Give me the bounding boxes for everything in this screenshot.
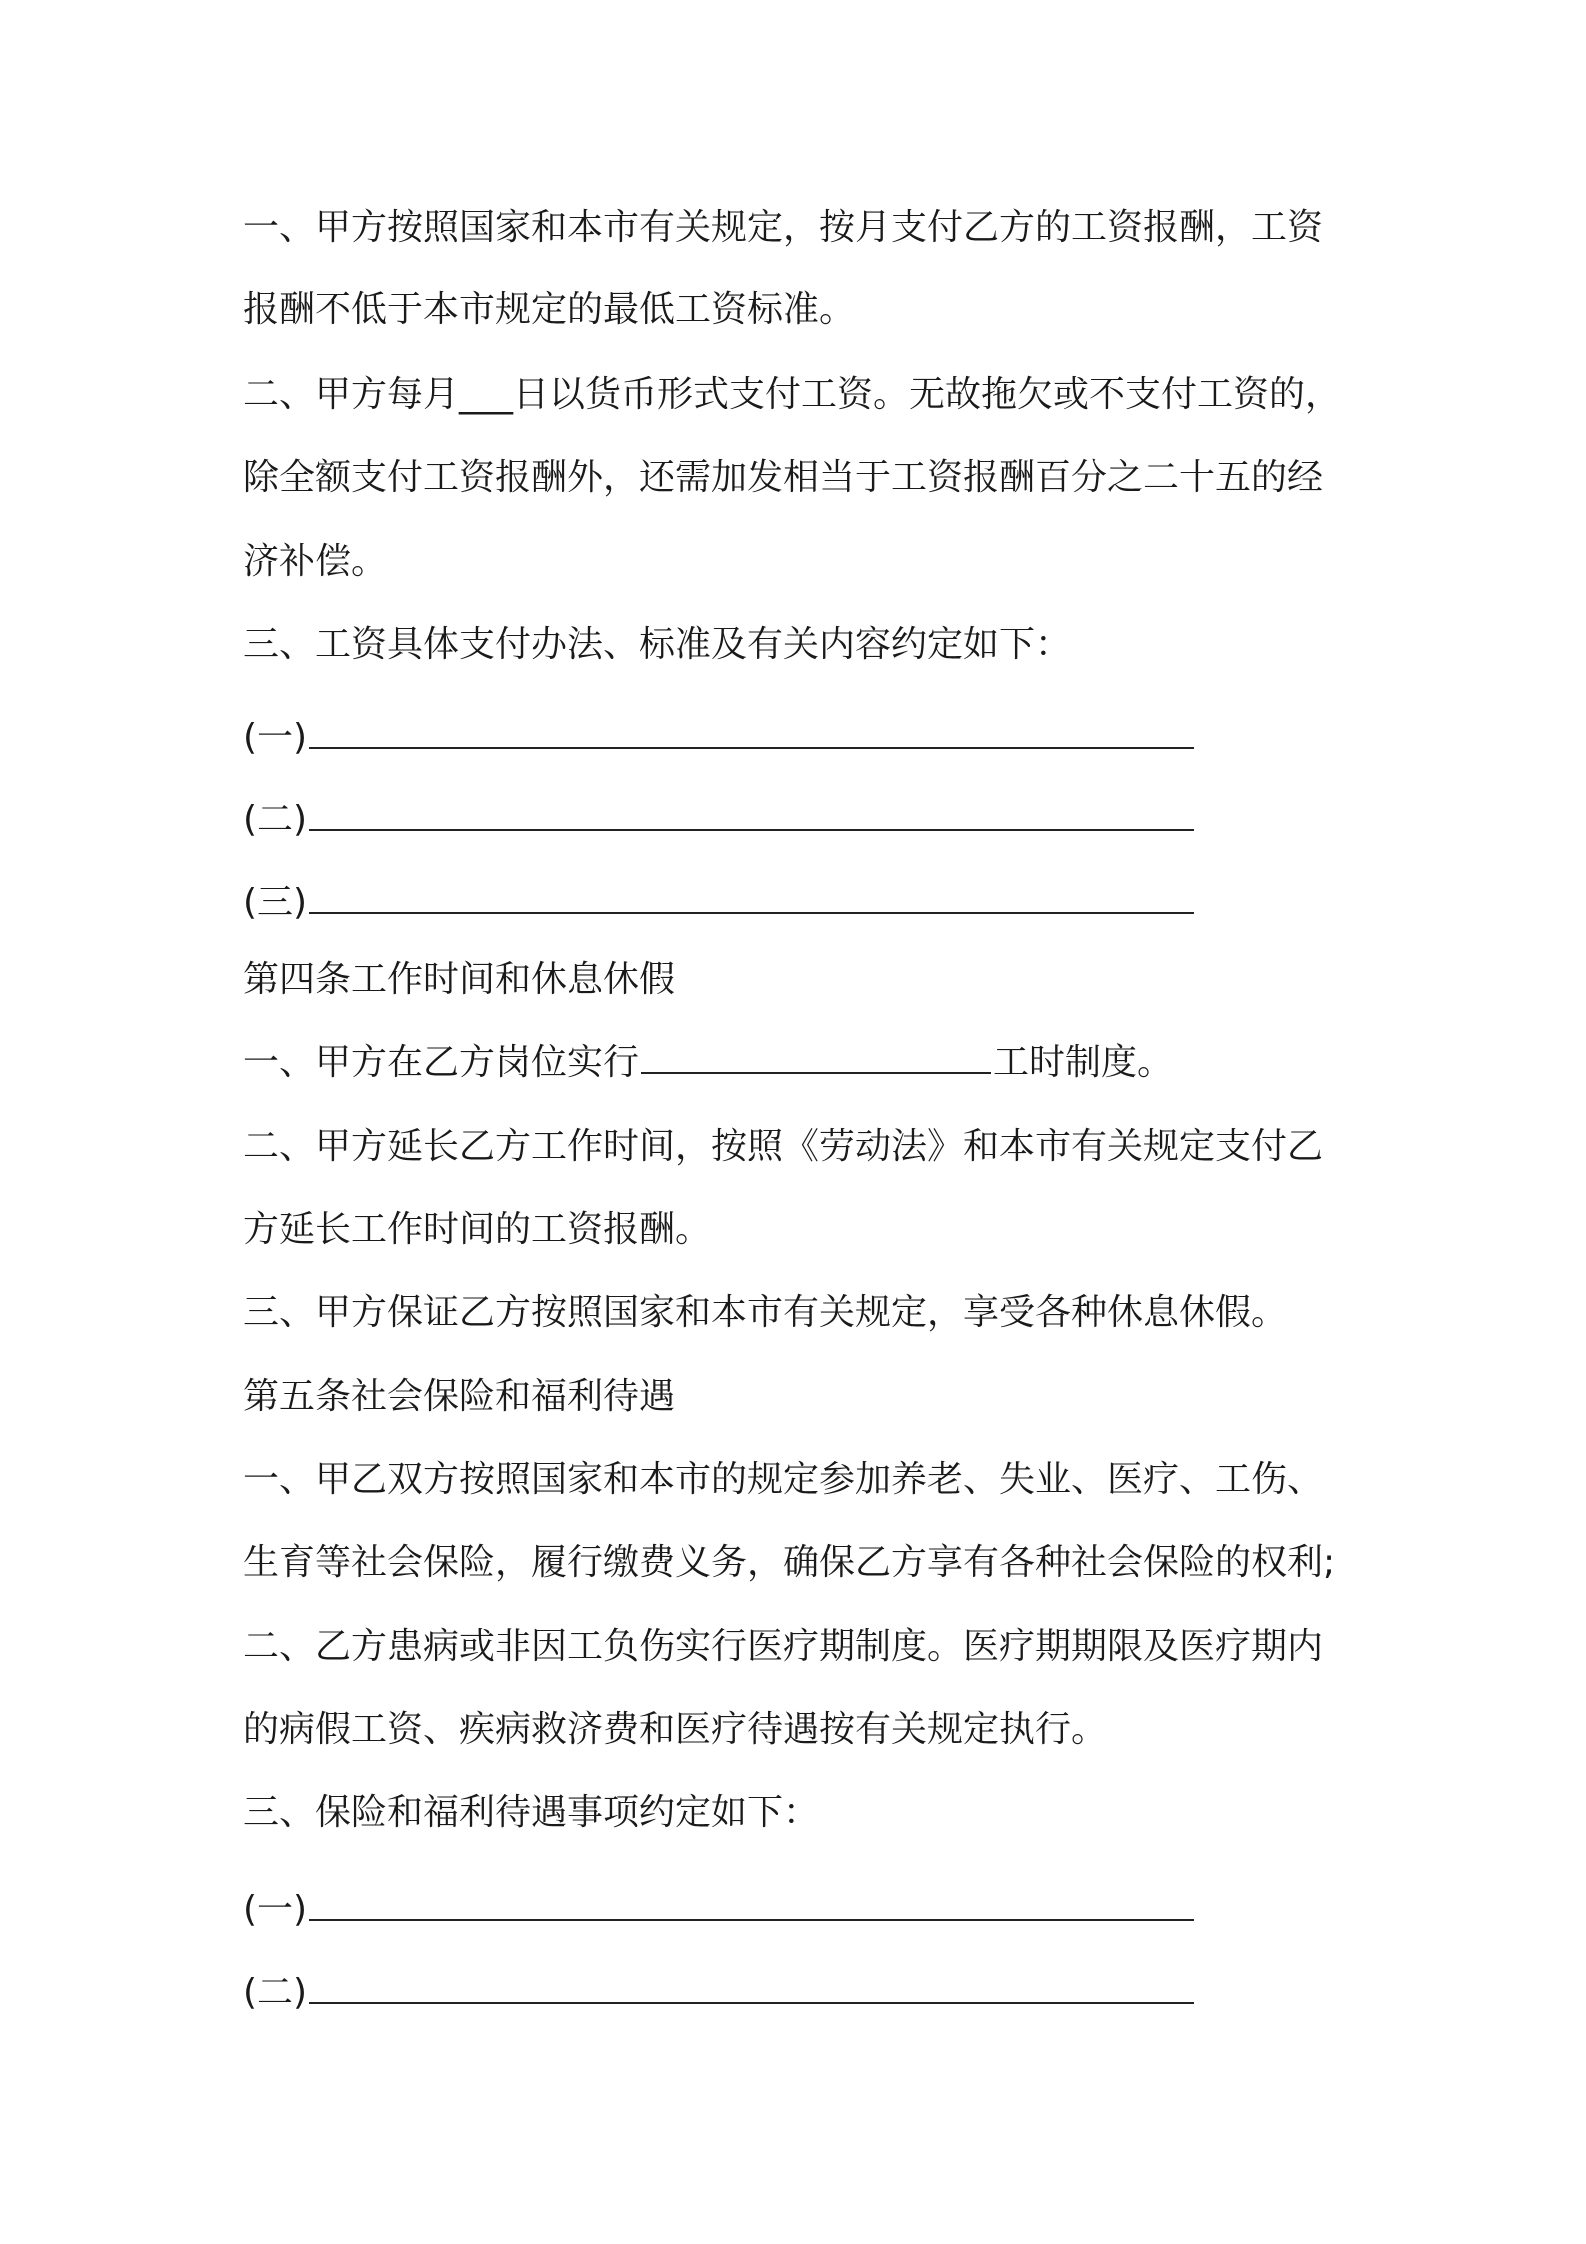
paragraph-line: 一、甲方按照国家和本市有关规定，按月支付乙方的工资报酬，工资 <box>243 207 1324 248</box>
insurance-item-label: (二) <box>243 1972 308 2013</box>
article4-item1-after: 工时制度。 <box>993 1042 1174 1083</box>
paragraph-line: 三、甲方保证乙方按照国家和本市有关规定，享受各种休息休假。 <box>243 1292 1288 1333</box>
wage-item-blank-line <box>243 798 1194 842</box>
fill-in-blank <box>309 717 1194 749</box>
wage-item-label: (二) <box>243 799 308 840</box>
paragraph-line: 济补偿。 <box>243 541 388 582</box>
paragraph-line: 报酬不低于本市规定的最低工资标准。 <box>243 289 856 330</box>
paragraph-line: 三、保险和福利待遇事项约定如下： <box>243 1792 820 1833</box>
paragraph-line: 二、甲方延长乙方工作时间，按照《劳动法》和本市有关规定支付乙 <box>243 1126 1324 1167</box>
fill-in-blank <box>641 1042 991 1074</box>
article4-heading: 第四条工作时间和休息休假 <box>243 959 676 1000</box>
paragraph-line: 生育等社会保险，履行缴费义务，确保乙方享有各种社会保险的权利; <box>243 1542 1336 1583</box>
insurance-item-blank-line <box>243 1971 1194 2015</box>
article5-heading: 第五条社会保险和福利待遇 <box>243 1376 676 1417</box>
paragraph-line: 三、工资具体支付办法、标准及有关内容约定如下： <box>243 624 1072 665</box>
wage-item-label: (三) <box>243 882 308 923</box>
wage-item-blank-line <box>243 716 1194 760</box>
paragraph-line: 一、甲乙双方按照国家和本市的规定参加养老、失业、医疗、工伤、 <box>243 1459 1324 1500</box>
paragraph-line: 二、甲方每月___日以货币形式支付工资。无故拖欠或不支付工资的， <box>243 374 1342 415</box>
wage-item-label: (一) <box>243 717 308 758</box>
paragraph-line: 的病假工资、疾病救济费和医疗待遇按有关规定执行。 <box>243 1709 1108 1750</box>
fill-in-blank <box>309 799 1194 831</box>
paragraph-line: 方延长工作时间的工资报酬。 <box>243 1209 712 1250</box>
fill-in-blank <box>309 1972 1194 2004</box>
wage-item-blank-line <box>243 881 1194 925</box>
fill-in-blank <box>309 1889 1194 1921</box>
insurance-item-blank-line <box>243 1888 1194 1932</box>
paragraph-line: 二、乙方患病或非因工负伤实行医疗期制度。医疗期期限及医疗期内 <box>243 1626 1324 1667</box>
article4-item1-before: 一、甲方在乙方岗位实行 <box>243 1042 640 1083</box>
fill-in-blank <box>309 882 1194 914</box>
paragraph-line: 除全额支付工资报酬外，还需加发相当于工资报酬百分之二十五的经 <box>243 457 1324 498</box>
insurance-item-label: (一) <box>243 1889 308 1930</box>
article4-item1-line <box>243 1041 1173 1085</box>
